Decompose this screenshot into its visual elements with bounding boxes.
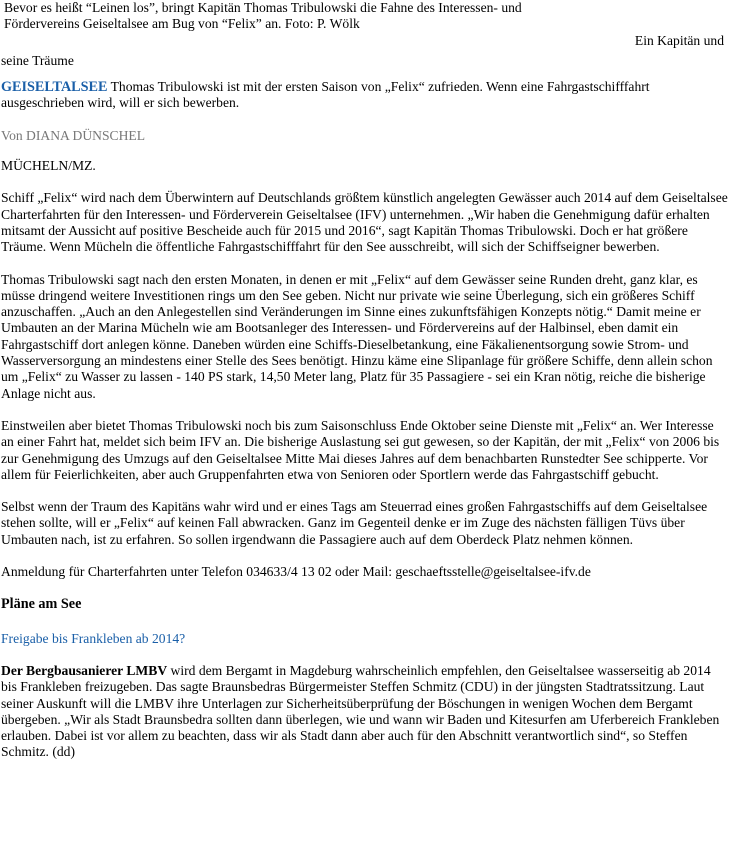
caption-line-1: Bevor es heißt “Leinen los”, bringt Kapitän Thomas Tribulowski die Fahne des Interessen- und [4,0,522,15]
body-paragraph-1: Schiff „Felix“ wird nach dem Überwintern auf Deutschlands größtem künstlich angelegten Gewässer auch 2014 auf dem Geiseltalsee Charterfahrten für den Interessen- und Förderverein Geiseltalsee (IFV) unternehmen. „Wir haben die Genehmigung dafür erhalten mitsamt der Aussicht auf positive Bescheide auch für 2015 und 2016“, sagt Kapitän Thomas Tribulowski. Doch er hat größere Träume. Wenn Mücheln die öffentliche Fahrgastschifffahrt für den See ausschreibt, will sich der Schiffseigner bewerben. [1,190,728,255]
section-body [1,663,728,761]
headline-part-2: seine Träume [1,52,74,68]
lead-kicker: GEISELTALSEE [1,79,108,96]
body-paragraph-3: Einstweilen aber bietet Thomas Tribulowski noch bis zum Saisonschluss Ende Oktober seine Dienste mit „Felix“ an. Wer Interesse an einer Fahrt hat, meldet sich beim IFV an. Die bisherige Auslastung sei gut gewesen, so der Kapitän, der mit „Felix“ von 2006 bis zur Genehmigung des Umzugs auf den Geiseltalsee Mitte Mai dieses Jahres auf dem benachbarten Runstedter See schipperte. Vor allem für Feierlichkeiten, aber auch Gruppenfahrten etwa von Senioren oder Sportlern werde das Fahrgastschiff gebucht. [1,417,720,482]
section-lead-bold: Der Bergbausanierer LMBV [1,662,168,678]
lead-paragraph [1,79,728,112]
section-heading: Pläne am See [1,596,82,613]
dateline: MÜCHELN/MZ. [1,158,96,174]
photo-caption [4,0,604,33]
caption-line-2: Fördervereins Geiseltalsee am Bug von “Felix” an. Foto: P. Wölk [4,16,360,32]
body-paragraph-2: Thomas Tribulowski sagt nach den ersten Monaten, in denen er mit „Felix“ auf dem Gewässer seine Runden dreht, ganz klar, es müsse dringend weitere Investitionen rings um den See geben. Nicht nur private wie seine Überlegung, sich ein größeres Schiff anzuschaffen. „Auch an den Anlegestellen sind Veränderungen im Sinne eines zukunftsfähigen Konzepts nötig.“ Damit meine er Umbauten an der Marina Mücheln wie am Bootsanleger des Interessen- und Fördervereins auf der Halbinsel, eben damit ein Fahrgastschiff dort anlegen könne. Daneben würden eine Schiffs-Dieselbetankung, eine Fäkalienentsorgung sowie Strom- und Wasserversorgung an mindestens einer Stelle des Sees benötigt. Hinzu käme eine Slipanlage für größere Schiffe, denn allein schon um „Felix“ zu Wasser zu lassen - 140 PS stark, 14,50 Meter lang, Platz für 35 Passagiere - sei ein Kran nötig, reiche die bisherige Anlage nicht aus. [1,271,713,401]
section-subheading: Freigabe bis Frankleben ab 2014? [1,630,186,646]
lead-text: Thomas Tribulowski ist mit der ersten Saison von „Felix“ zufrieden. Wenn eine Fahrgastschifffahrt ausgeschrieben wird, will er sich bewerben. [1,79,650,111]
contact-paragraph: Anmeldung für Charterfahrten unter Telefon 034633/4 13 02 oder Mail: geschaeftsstelle@geiseltalsee-ifv.de [1,564,591,580]
author-byline: Von DIANA DÜNSCHEL [1,127,146,143]
headline-part-1: Ein Kapitän und [634,32,724,48]
section-body-text: wird dem Bergamt in Magdeburg wahrscheinlich empfehlen, den Geiseltalsee wasserseitig ab 2014 bis Frankleben freizugeben. Das sagte Braunsbedras Bürgermeister Steffen Schmitz (CDU) in der jüngsten Stadtratssitzung. Laut seiner Auskunft will die LMBV ihre Unterlagen zur Sicherheitsüberprüfung der Böschungen in wenigen Wochen dem Bergamt übergeben. „Wir als Stadt Braunsbedra sollten dann überlegen, wie und wann wir Baden und Kitesurfen am Uferbereich Frankleben erlauben. Dabei ist vor allem zu beachten, dass wir als Stadt dann aber auch für den Abschnitt verantwortlich sind“, so Steffen Schmitz. (dd) [1,662,720,760]
body-paragraph-4: Selbst wenn der Traum des Kapitäns wahr wird und er eines Tags am Steuerrad eines großen Fahrgastschiffs auf dem Geiseltalsee stehen sollte, will er „Felix“ auf keinen Fall abwracken. Ganz im Gegenteil denke er im Zuge des nächsten fälligen Tüvs über Umbauten nach, ist zu erfahren. So sollen irgendwann die Passagiere auch auf dem Oberdeck Platz nehmen können. [1,499,708,547]
